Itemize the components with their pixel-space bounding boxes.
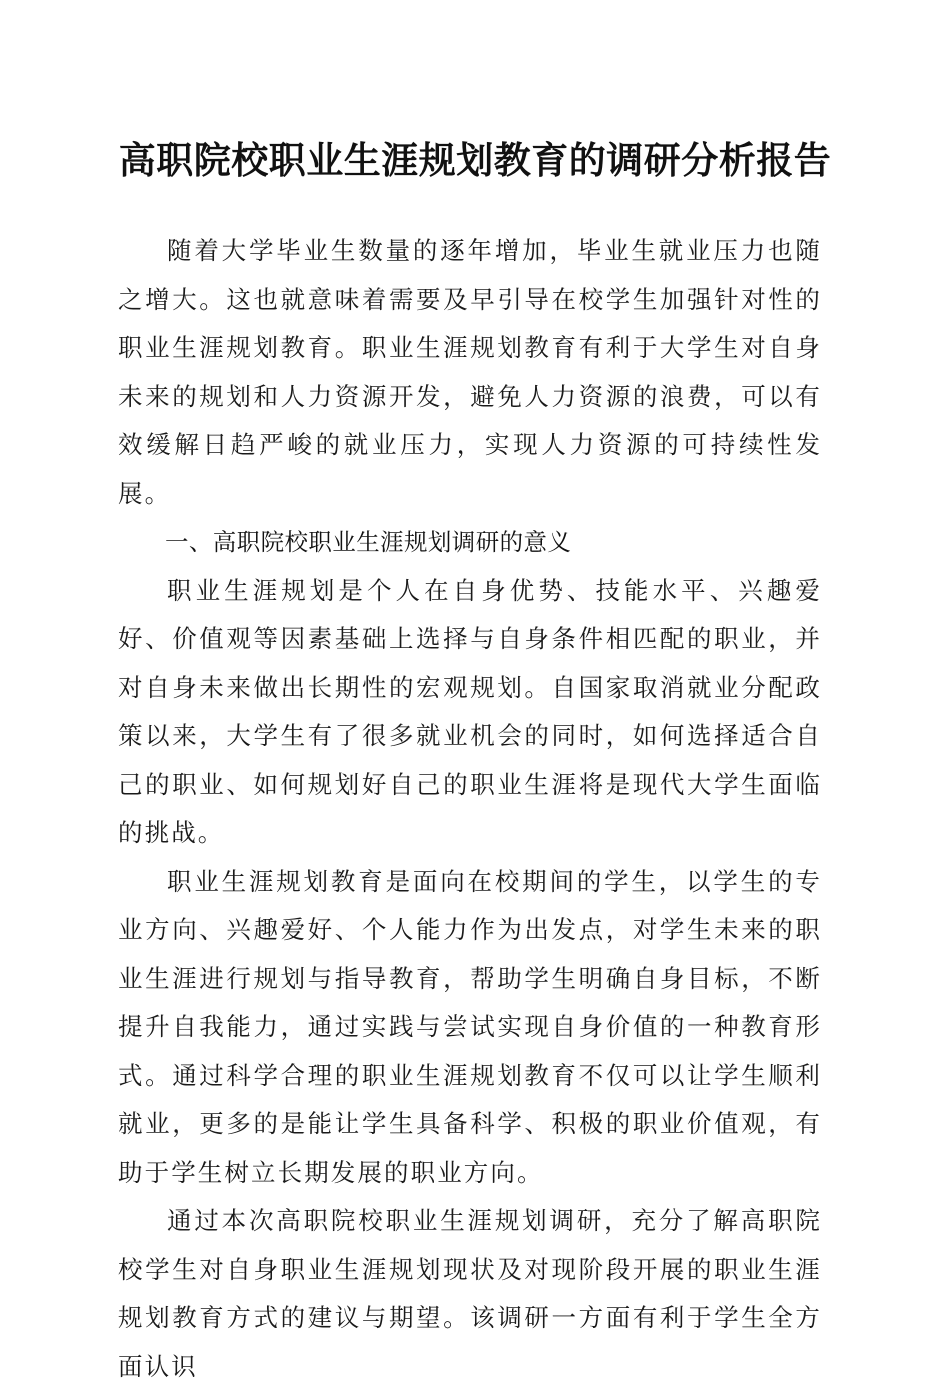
paragraph-survey-purpose: 通过本次高职院校职业生涯规划调研，充分了解高职院校学生对自身职业生涯规划现状及对现阶段开展的职业生涯规划教育方式的建议与期望。该调研一方面有利于学生全方面认识 (118, 1206, 822, 1381)
paragraph-intro: 随着大学毕业生数量的逐年增加，毕业生就业压力也随之增大。这也就意味着需要及早引导在校学生加强针对性的职业生涯规划教育。职业生涯规划教育有利于大学生对自身未来的规划和人力资源开发，避免人力资源的浪费，可以有效缓解日趋严峻的就业压力，实现人力资源的可持续性发展。 (118, 236, 822, 508)
paragraph-career-education-definition: 职业生涯规划教育是面向在校期间的学生，以学生的专业方向、兴趣爱好、个人能力作为出发点，对学生未来的职业生涯进行规划与指导教育，帮助学生明确自身目标，不断提升自我能力，通过实践与尝试实现自身价值的一种教育形式。通过科学合理的职业生涯规划教育不仅可以让学生顺利就业，更多的是能让学生具备科学、积极的职业价值观，有助于学生树立长期发展的职业方向。 (118, 866, 822, 1187)
paragraph-career-planning-definition: 职业生涯规划是个人在自身优势、技能水平、兴趣爱好、价值观等因素基础上选择与自身条件相匹配的职业，并对自身未来做出长期性的宏观规划。自国家取消就业分配政策以来，大学生有了很多就业机会的同时，如何选择适合自己的职业、如何规划好自己的职业生涯将是现代大学生面临的挑战。 (118, 575, 822, 847)
document-body (118, 227, 822, 1391)
section-heading: 一、高职院校职业生涯规划调研的意义 (165, 528, 572, 556)
document-title: 高职院校职业生涯规划教育的调研分析报告 (118, 138, 832, 182)
